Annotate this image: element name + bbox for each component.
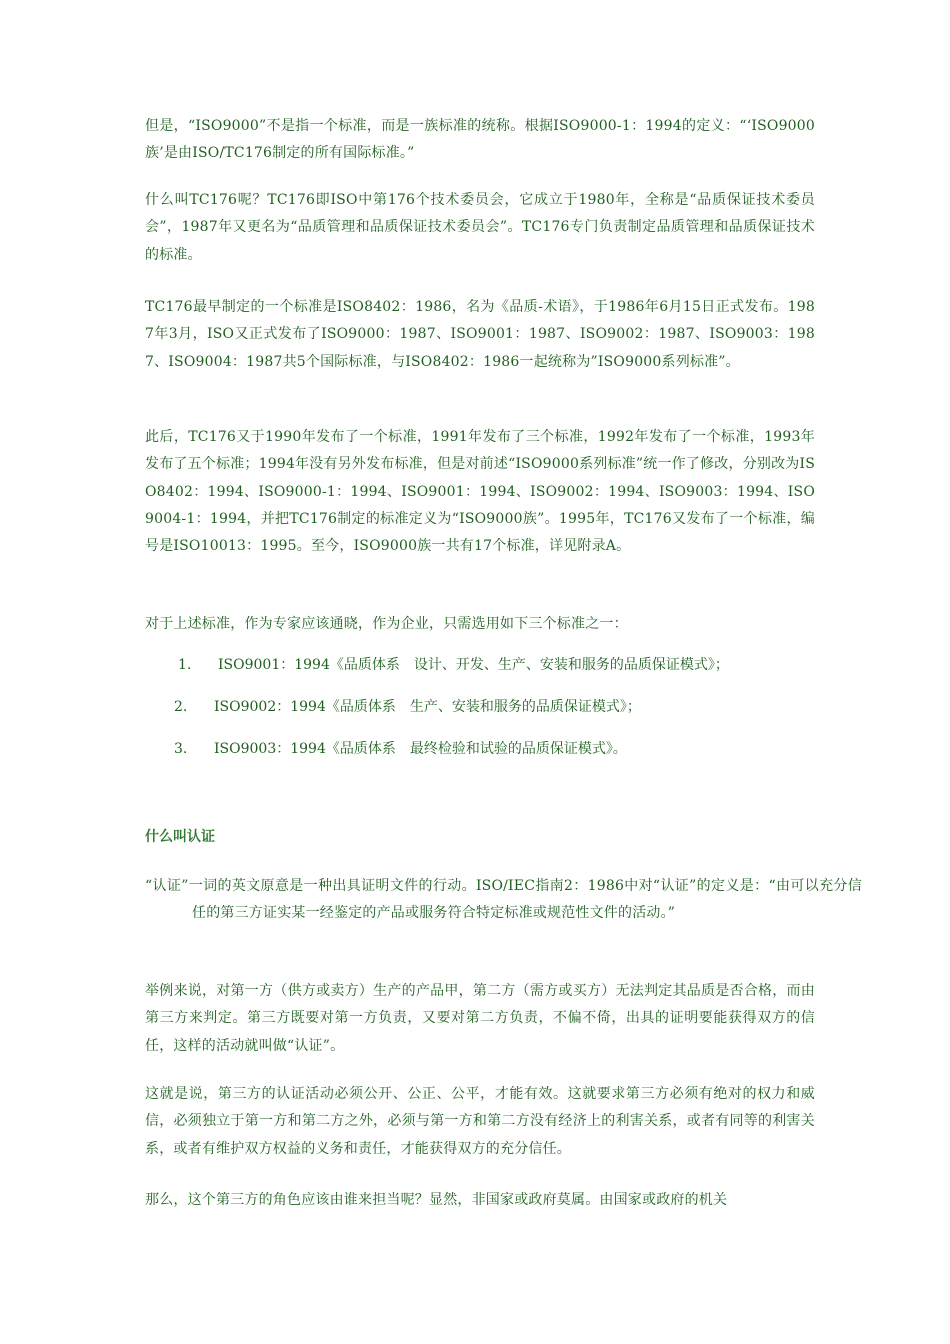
list-item xyxy=(178,655,729,675)
list-item-number: 2. xyxy=(174,699,188,715)
list-item-text: ISO9002：1994《品质体系 生产、安装和服务的品质保证模式》； xyxy=(214,699,641,715)
paragraph-iso8402-history: TC176最早制定的一个标准是ISO8402：1986，名为《品质-术语》，于1986年6月15日正式发布。1987年3月，ISO又正式发布了ISO9000：1987、ISO9001：1987、ISO9002：1987、ISO9003：1987、ISO9004：1987共5个国际标准，与ISO8402：1986一起统称为”ISO9000系列标准”。 xyxy=(145,299,815,370)
paragraph-certification-example: 举例来说，对第一方（供方或卖方）生产的产品甲，第二方（需方或买方）无法判定其品质是否合格，而由第三方来判定。第三方既要对第一方负责，又要对第二方负责，不偏不倚，出具的证明要能获得双方的信任，这样的活动就叫做“认证”。 xyxy=(145,983,815,1054)
paragraph-third-party-requirements: 这就是说，第三方的认证活动必须公开、公正、公平，才能有效。这就要求第三方必须有绝对的权力和威信，必须独立于第一方和第二方之外，必须与第一方和第二方没有经济上的利害关系，或者有同等的利害关系，或者有维护双方权益的义务和责任，才能获得双方的充分信任。 xyxy=(145,1086,815,1157)
paragraph-third-party-role: 那么，这个第三方的角色应该由谁来担当呢？显然，非国家或政府莫属。由国家或政府的机关 xyxy=(145,1192,728,1208)
section-heading: 什么叫认证 xyxy=(145,829,215,845)
paragraph-certification-definition: “认证”一词的英文原意是一种出具证明文件的行动。ISO/IEC指南2：1986中对“认证”的定义是：“由可以充分信任的第三方证实某一经鉴定的产品或服务符合特定标准或规范性文件的活动。” xyxy=(145,878,862,922)
list-item xyxy=(174,739,627,759)
paragraph-standard-selection: 对于上述标准，作为专家应该通晓，作为企业，只需选用如下三个标准之一： xyxy=(145,616,628,632)
list-item-text: ISO9003：1994《品质体系 最终检验和试验的品质保证模式》。 xyxy=(214,741,627,757)
paragraph-revisions: 此后，TC176又于1990年发布了一个标准，1991年发布了三个标准，1992年发布了一个标准，1993年发布了五个标准；1994年没有另外发布标准，但是对前述“ISO9000系列标准”统一作了修改，分别改为ISO8402：1994、ISO9000-1：1994、ISO9001：1994、ISO9002：1994、ISO9003：1994、ISO9004-1：1994，并把TC176制定的标准定义为“ISO9000族”。1995年，TC176又发布了一个标准，编号是ISO10013：1995。至今，ISO9000族一共有17个标准，详见附录A。 xyxy=(145,429,815,555)
list-item xyxy=(174,697,641,717)
list-item-text: ISO9001：1994《品质体系 设计、开发、生产、安装和服务的品质保证模式》； xyxy=(218,657,729,673)
list-item-number: 1. xyxy=(178,657,192,673)
paragraph-iso9000-definition: 但是，“ISO9000”不是指一个标准，而是一族标准的统称。根据ISO9000-1：1994的定义：“‘ISO9000族’是由ISO/TC176制定的所有国际标准。” xyxy=(145,118,815,162)
list-item-number: 3. xyxy=(174,741,188,757)
paragraph-tc176-intro: 什么叫TC176呢？TC176即ISO中第176个技术委员会，它成立于1980年，全称是“品质保证技术委员会”，1987年又更名为“品质管理和品质保证技术委员会”。TC176专门负责制定品质管理和品质保证技术的标准。 xyxy=(145,192,815,263)
